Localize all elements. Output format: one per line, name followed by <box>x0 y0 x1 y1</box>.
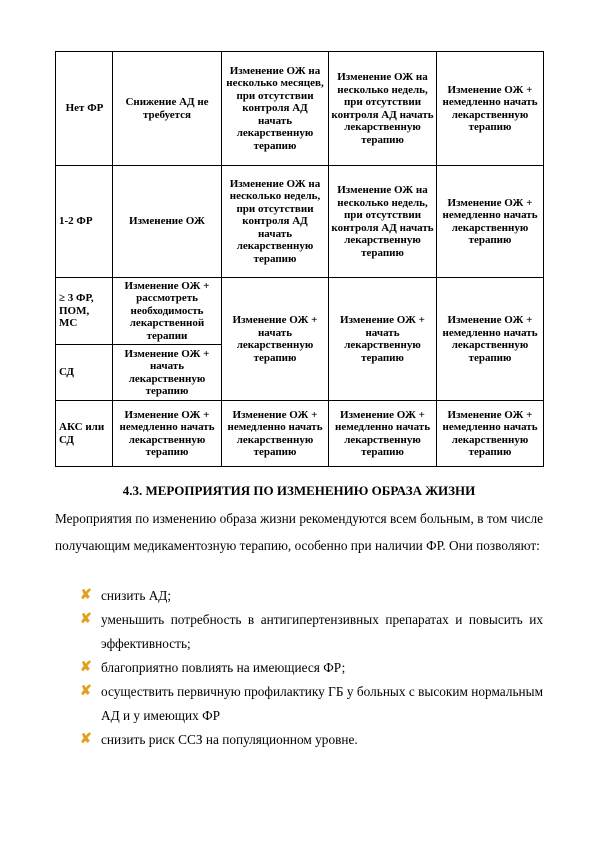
table-cell: Снижение АД не требуется <box>113 52 222 166</box>
treatment-strategy-table <box>55 51 544 467</box>
table-cell: Изменение ОЖ + немедленно начать лекарственную терапию <box>437 52 544 166</box>
risk-factor-cell: ≥ 3 ФР, ПОМ, МС <box>56 278 113 345</box>
table-cell: Изменение ОЖ на несколько недель, при отсутствии контроля АД начать лекарственную терапию <box>329 166 437 278</box>
risk-factor-cell: СД <box>56 345 113 401</box>
table-cell-merged: Изменение ОЖ + начать лекарственную терапию <box>329 278 437 401</box>
table-cell: Изменение ОЖ <box>113 166 222 278</box>
table-cell: Изменение ОЖ + немедленно начать лекарственную терапию <box>113 401 222 467</box>
cross-bullet-icon: ✘ <box>80 660 92 675</box>
list-item <box>80 584 543 608</box>
cross-bullet-icon: ✘ <box>80 684 92 699</box>
list-item <box>80 680 543 728</box>
list-item-text: уменьшить потребность в антигипертензивных препаратах и повысить их эффективность; <box>101 612 543 651</box>
table-cell: Изменение ОЖ + начать лекарственную терапию <box>113 345 222 401</box>
benefits-list <box>80 584 543 752</box>
table-cell: Изменение ОЖ + немедленно начать лекарственную терапию <box>437 166 544 278</box>
list-item <box>80 656 543 680</box>
table-cell: Изменение ОЖ + немедленно начать лекарственную терапию <box>222 401 329 467</box>
table-cell: Изменение ОЖ на несколько недель, при отсутствии контроля АД начать лекарственную терапию <box>222 166 329 278</box>
table-row <box>56 52 544 166</box>
table-cell-merged: Изменение ОЖ + немедленно начать лекарственную терапию <box>437 278 544 401</box>
table-row <box>56 278 544 345</box>
table-cell: Изменение ОЖ + рассмотреть необходимость лекарственной терапии <box>113 278 222 345</box>
list-item <box>80 608 543 656</box>
risk-factor-cell: 1-2 ФР <box>56 166 113 278</box>
table-row <box>56 401 544 467</box>
cross-bullet-icon: ✘ <box>80 588 92 603</box>
table-row <box>56 166 544 278</box>
table-cell: Изменение ОЖ + немедленно начать лекарственную терапию <box>329 401 437 467</box>
table-cell-merged: Изменение ОЖ + начать лекарственную терапию <box>222 278 329 401</box>
list-item-text: снизить АД; <box>101 588 172 603</box>
list-item <box>80 728 543 752</box>
table-cell: Изменение ОЖ на несколько недель, при отсутствии контроля АД начать лекарственную терапию <box>329 52 437 166</box>
intro-paragraph: Мероприятия по изменению образа жизни рекомендуются всем больным, в том числе получающим медикаментозную терапию, особенно при наличии ФР. Они позволяют: <box>55 511 543 553</box>
table-cell: Изменение ОЖ на несколько месяцев, при отсутствии контроля АД начать лекарственную терапию <box>222 52 329 166</box>
cross-bullet-icon: ✘ <box>80 732 92 747</box>
risk-factor-cell: Нет ФР <box>56 52 113 166</box>
list-item-text: осуществить первичную профилактику ГБ у больных с высоким нормальным АД и у имеющих ФР <box>101 684 543 723</box>
section-heading: 4.3. МЕРОПРИЯТИЯ ПО ИЗМЕНЕНИЮ ОБРАЗА ЖИЗНИ <box>122 483 476 498</box>
cross-bullet-icon: ✘ <box>80 612 92 627</box>
list-item-text: снизить риск ССЗ на популяционном уровне. <box>101 732 358 747</box>
table-cell: Изменение ОЖ + немедленно начать лекарственную терапию <box>437 401 544 467</box>
risk-factor-cell: АКС или СД <box>56 401 113 467</box>
list-item-text: благоприятно повлиять на имеющиеся ФР; <box>101 660 346 675</box>
